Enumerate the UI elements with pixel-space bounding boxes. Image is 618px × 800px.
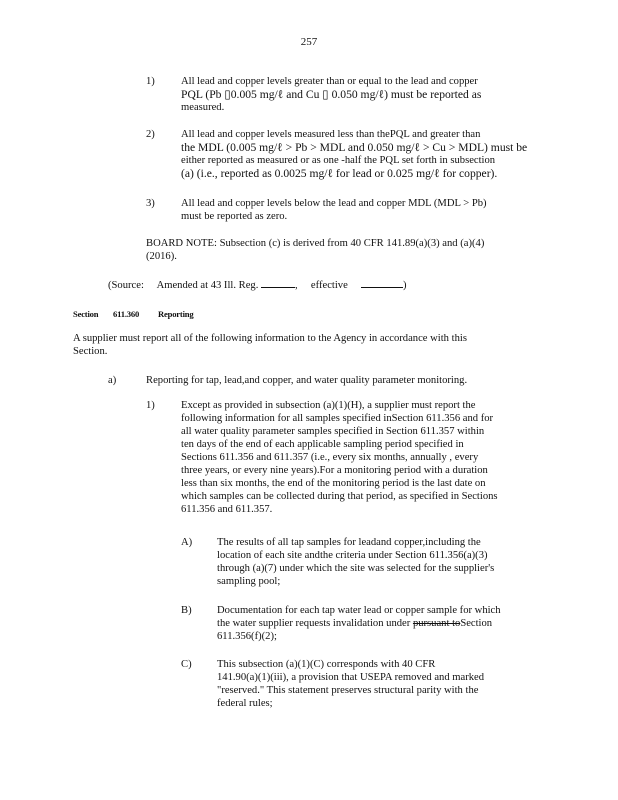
board-note-line-2: (2016). [146,251,177,262]
item-3-line-2: must be reported as zero. [181,211,288,222]
section-number: 611.360 [113,309,140,319]
item-1-text [181,75,521,114]
item-2-line-1: All lead and copper levels measured less than thePQL and greater than [181,129,481,140]
subsection-a-text: Reporting for tap, lead,and copper, and water quality parameter monitoring. [146,375,468,386]
B-deleted-text: pursuant to [412,618,461,629]
a1-line-2: following information for all samples specified inSection 611.356 and for [181,413,494,424]
item-A-number: A) [181,537,193,548]
C-line-3: "reserved." This statement preserves structural parity with the [217,685,479,696]
section-intro-line-1: A supplier must report all of the following information to the Agency in accordance with this [73,333,467,344]
item-2-line-3: either reported as measured or as one -half the PQL set forth in subsection [181,155,496,166]
a1-line-7: less than six months, the end of the monitoring period is the last date on [181,478,486,489]
a1-line-8: which samples can be collected during that period, as specified in Sections [181,491,498,502]
item-C-text [217,658,517,710]
item-3-number: 3) [146,198,155,209]
source-effective: effective [310,280,348,291]
item-C-number: C) [181,659,192,670]
subsection-a1-number: 1) [146,400,155,411]
item-2-line-4: (a) (i.e., reported as 0.0025 mg/ℓ for lead or 0.025 mg/ℓ for copper). [181,167,498,180]
section-label: Section [73,309,99,319]
item-1-line-2: PQL (Pb ▯0.005 mg/ℓ and Cu ▯ 0.050 mg/ℓ) must be reported as [181,88,482,101]
section-intro [73,332,523,358]
a1-line-1: Except as provided in subsection (a)(1)(H), a supplier must report the [181,400,476,411]
board-note-line-1: BOARD NOTE: Subsection (c) is derived from 40 CFR 141.89(a)(3) and (a)(4) [146,238,485,249]
a1-line-6: three years, or every nine years).For a monitoring period with a duration [181,465,488,476]
item-1-number: 1) [146,76,155,87]
source-comma: , [295,280,298,291]
A-line-2: location of each site andthe criteria under Section 611.356(a)(3) [217,550,488,561]
A-line-1: The results of all tap samples for leadand copper,including the [217,537,481,548]
B-line-2 [217,617,537,630]
source-note [108,278,407,292]
B-line-2-post: Section [460,618,493,629]
section-title: Reporting [158,309,194,319]
item-1-line-1: All lead and copper levels greater than or equal to the lead and copper [181,76,478,87]
B-line-2-pre: the water supplier requests invalidation under [217,618,413,629]
item-2-line-2: the MDL (0.005 mg/ℓ > Pb > MDL and 0.050 mg/ℓ > Cu > MDL) must be [181,141,528,154]
C-line-4: federal rules; [217,698,273,709]
a1-line-9: 611.356 and 611.357. [181,504,273,515]
subsection-a1-text [181,399,535,516]
item-B-text [217,604,537,643]
source-prefix: (Source: [108,280,144,291]
C-line-2: 141.90(a)(1)(iii), a provision that USEPA removed and marked [217,672,485,683]
item-A-text [217,536,517,588]
item-3-text [181,197,541,223]
A-line-4: sampling pool; [217,576,281,587]
C-line-1: This subsection (a)(1)(C) corresponds with 40 CFR [217,659,436,670]
item-3-line-1: All lead and copper levels below the lead and copper MDL (MDL > Pb) [181,198,487,209]
a1-line-3: all water quality parameter samples specified in Section 611.357 within [181,426,485,437]
B-line-3: 611.356(f)(2); [217,631,277,642]
source-text: Amended at 43 Ill. Reg. [156,280,259,291]
item-2-text [181,128,551,180]
subsection-a-number: a) [108,375,117,386]
effective-date-blank [361,278,403,288]
item-B-number: B) [181,605,192,616]
board-note [146,237,536,263]
source-close: ) [403,280,407,291]
item-2-number: 2) [146,129,155,140]
page-number: 257 [300,36,318,48]
A-line-3: through (a)(7) under which the site was selected for the supplier's [217,563,495,574]
section-intro-line-2: Section. [73,346,108,357]
item-1-line-3: measured. [181,102,225,113]
B-line-1: Documentation for each tap water lead or copper sample for which [217,605,501,616]
a1-line-4: ten days of the end of each applicable sampling period specified in [181,439,464,450]
a1-line-5: Sections 611.356 and 611.357 (i.e., every six months, annually , every [181,452,479,463]
register-blank [261,278,295,288]
